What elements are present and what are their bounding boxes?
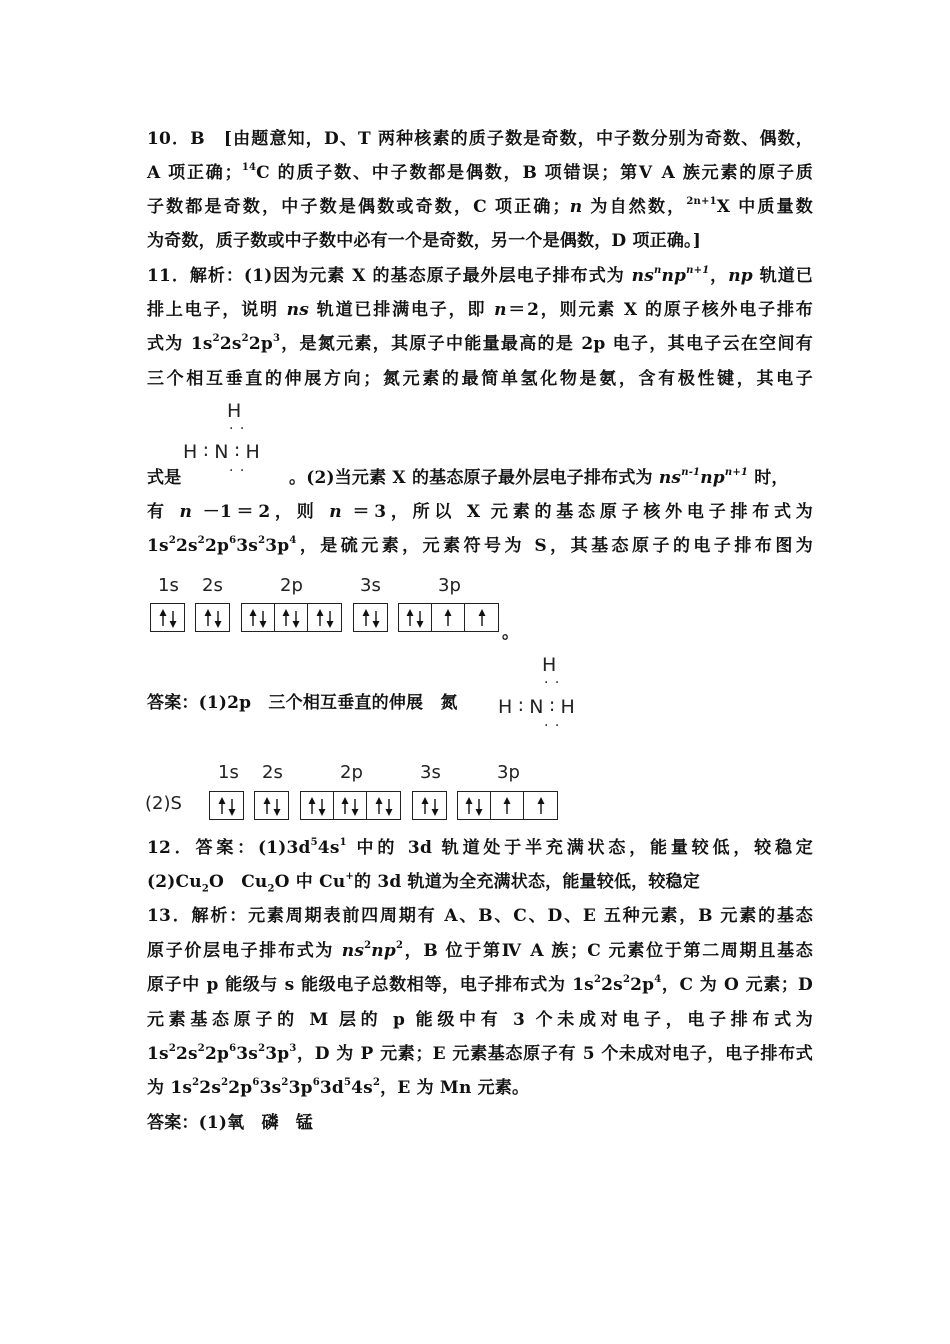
answer-prefix: (2)S bbox=[145, 793, 182, 814]
orbital-box bbox=[242, 604, 275, 631]
orbital-label: 2s bbox=[262, 762, 283, 783]
orbital-group-3p bbox=[398, 603, 499, 632]
paired-electron-arrows-icon bbox=[337, 795, 363, 817]
paired-electron-arrows-icon bbox=[259, 795, 285, 817]
text-line: 13．解析：元素周期表前四周期有 A、B、C、D、E 五种元素，B 元素的基态 bbox=[147, 906, 813, 926]
orbital-label: 2s bbox=[202, 575, 223, 596]
orbital-box bbox=[524, 792, 557, 819]
orbital-label: 1s bbox=[158, 575, 179, 596]
single-electron-arrow-icon bbox=[469, 607, 495, 629]
paired-electron-arrows-icon bbox=[358, 607, 384, 629]
orbital-box bbox=[465, 604, 498, 631]
single-electron-arrow-icon bbox=[435, 607, 461, 629]
text-line: 子数都是奇数，中子数是偶数或奇数，C 项正确；n 为自然数，$^{2n+1}$X 中质量数 bbox=[147, 196, 814, 217]
text-line: 为奇数，质子数或中子数中必有一个是奇数，另一个是偶数，D 项正确。] bbox=[147, 231, 702, 251]
paired-electron-arrows-icon bbox=[304, 795, 330, 817]
text-line: A 项正确；$^{14}$C 的质子数、中子数都是偶数，B 项错误；第Ⅴ A 族元素的原子质 bbox=[147, 162, 813, 183]
orbital-group-2p bbox=[241, 603, 342, 632]
ammonia-electron-formula: H · · H ∶ N ∶ H · · bbox=[183, 400, 260, 479]
paired-electron-arrows-icon bbox=[278, 607, 304, 629]
orbital-box bbox=[255, 792, 288, 819]
orbital-label: 3s bbox=[420, 762, 441, 783]
paired-electron-arrows-icon bbox=[402, 607, 428, 629]
orbital-label: 3p bbox=[438, 575, 461, 596]
text-line: $1s^22s^22p^63s^23p^4$，是硫元素，元素符号为 S，其基态原子的电子排布图为 bbox=[147, 535, 813, 556]
paired-electron-arrows-icon bbox=[245, 607, 271, 629]
orbital-group-3p bbox=[457, 791, 558, 820]
paired-electron-arrows-icon bbox=[155, 607, 181, 629]
paired-electron-arrows-icon bbox=[214, 795, 240, 817]
text-line: 式是 bbox=[147, 468, 182, 488]
orbital-label: 2p bbox=[280, 575, 303, 596]
orbital-box bbox=[367, 792, 400, 819]
period-mark: 。 bbox=[502, 623, 519, 643]
orbital-label: 2p bbox=[340, 762, 363, 783]
orbital-box bbox=[432, 604, 465, 631]
text-line: 原子价层电子排布式为 $ns^2np^2$，B 位于第Ⅳ A 族；C 元素位于第二周期且基态 bbox=[147, 940, 813, 961]
ammonia-electron-formula: H · · H ∶ N ∶ H · · bbox=[498, 654, 575, 734]
orbital-box bbox=[458, 792, 491, 819]
text-line: 10．B [由题意知，D、T 两种核素的质子数是奇数，中子数分别为奇数、偶数， bbox=[147, 129, 813, 149]
orbital-box bbox=[151, 604, 184, 631]
orbital-box bbox=[491, 792, 524, 819]
paired-electron-arrows-icon bbox=[200, 607, 226, 629]
orbital-group-2p bbox=[300, 791, 401, 820]
text-line: 11．解析：(1)因为元素 X 的基态原子最外层电子排布式为 $ns^nnp^{n+1}$，np 轨道已 bbox=[147, 265, 813, 286]
orbital-group-1s bbox=[150, 603, 185, 632]
orbital-box bbox=[354, 604, 387, 631]
orbital-label: 3p bbox=[497, 762, 520, 783]
text-line: 式为 $1s^22s^22p^3$，是氮元素，其原子中能量最高的是 2p 电子，其电子云在空间有 bbox=[147, 333, 813, 354]
text-line: 。(2)当元素 X 的基态原子最外层电子排布式为 $ns^{n-1}np^{n+1}$ 时， bbox=[289, 467, 789, 488]
paired-electron-arrows-icon bbox=[461, 795, 487, 817]
text-line: 原子中 p 能级与 s 能级电子总数相等，电子排布式为 $1s^22s^22p^4$，C 为 O 元素；D bbox=[147, 974, 813, 995]
orbital-box bbox=[399, 604, 432, 631]
single-electron-arrow-icon bbox=[528, 795, 554, 817]
paired-electron-arrows-icon bbox=[371, 795, 397, 817]
text-line: 排上电子，说明 ns 轨道已排满电子，即 n＝2，则元素 X 的原子核外电子排布 bbox=[147, 300, 813, 320]
text-line: $1s^22s^22p^63s^23p^3$，D 为 P 元素；E 元素基态原子有 5 个未成对电子，电子排布式 bbox=[147, 1043, 813, 1064]
orbital-box bbox=[301, 792, 334, 819]
orbital-group-2s bbox=[195, 603, 230, 632]
text-line: 三个相互垂直的伸展方向；氮元素的最简单氢化物是氨，含有极性键，其电子 bbox=[147, 369, 813, 389]
orbital-box bbox=[334, 792, 367, 819]
orbital-group-3s bbox=[353, 603, 388, 632]
answer-line: 答案：(1)2p 三个相互垂直的伸展 氮 bbox=[147, 693, 458, 713]
orbital-box bbox=[196, 604, 229, 631]
orbital-label: 1s bbox=[218, 762, 239, 783]
orbital-box bbox=[308, 604, 341, 631]
orbital-group-3s bbox=[412, 791, 447, 820]
text-line: $(2)Cu_2O$ $Cu_2O$ 中 Cu+的 3d 轨道为全充满状态，能量较低，较稳定 bbox=[147, 871, 700, 895]
orbital-box bbox=[210, 792, 243, 819]
orbital-box bbox=[275, 604, 308, 631]
text-line: 为 $1s^22s^22p^63s^23p^63d^54s^2$，E 为 Mn 元素。 bbox=[147, 1077, 530, 1098]
paired-electron-arrows-icon bbox=[312, 607, 338, 629]
orbital-box bbox=[413, 792, 446, 819]
orbital-group-2s bbox=[254, 791, 289, 820]
paired-electron-arrows-icon bbox=[417, 795, 443, 817]
orbital-label: 3s bbox=[360, 575, 381, 596]
text-line: 有 n －1＝2，则 n ＝3，所以 X 元素的基态原子核外电子排布式为 bbox=[147, 502, 813, 522]
single-electron-arrow-icon bbox=[494, 795, 520, 817]
orbital-group-1s bbox=[209, 791, 244, 820]
text-line: 12．答案：$(1)3d^54s^1$ 中的 3d 轨道处于半充满状态，能量较低，较稳定 bbox=[147, 837, 813, 858]
text-line: 元素基态原子的 M 层的 p 能级中有 3 个未成对电子，电子排布式为 bbox=[147, 1010, 813, 1030]
answer-line: 答案：(1)氧 磷 锰 bbox=[147, 1113, 314, 1133]
